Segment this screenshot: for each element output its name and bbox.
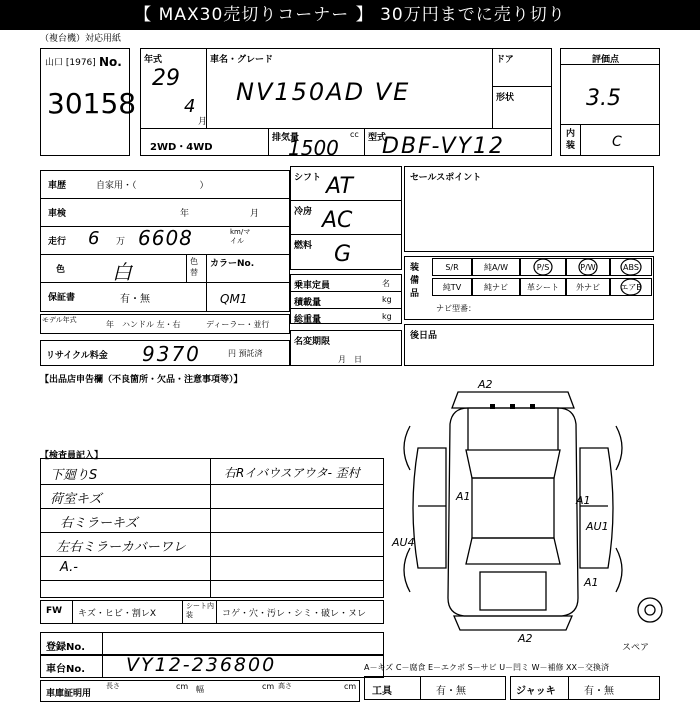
history-value: 自家用・（ ） (96, 181, 209, 191)
codes-fw: FW (46, 606, 63, 616)
inspector-line-2: 荷室キズ (50, 492, 102, 507)
load-label: 積載量 (294, 298, 322, 308)
color-change-label: 色替 (190, 257, 198, 277)
codes-list: キズ・ヒビ・割レX (78, 609, 156, 619)
ac-label: 冷房 (294, 207, 313, 217)
equip-airbag: エアB (610, 278, 652, 296)
diagram-bottom-mark: A2 (518, 632, 533, 645)
form-note: （複台機）対応用紙 (40, 34, 122, 44)
gross-label: 総重量 (294, 315, 322, 325)
car-name: NV150AD VE (236, 78, 411, 106)
sale-banner: 【 MAX30売切りコーナー 】 30万円までに売り切り (0, 0, 700, 30)
capacity-unit: 名 (382, 279, 390, 288)
equip-navi: 純ナビ (472, 278, 520, 296)
drive-label: 2WD・4WD (150, 142, 213, 153)
year-value: 29 (152, 66, 180, 91)
inspector-label: 【検査員記入】 (40, 451, 104, 461)
model-value: DBF-VY12 (382, 134, 506, 159)
diagram-left-mark: AU4 (392, 536, 415, 549)
name-change-label: 名変期限 (294, 337, 331, 347)
warranty-value: 有・無 (120, 294, 150, 305)
jack-label: ジャッキ (516, 686, 556, 697)
cert-cm-2: cm (262, 682, 275, 691)
ac-value: AC (322, 208, 353, 233)
score-value: 3.5 (586, 86, 621, 111)
model-year-dealer: ディーラー・並行 (206, 320, 270, 329)
cert-height: 高さ (278, 682, 292, 690)
capacity-label: 乗車定員 (294, 281, 331, 291)
equipment-label: 装備品 (410, 263, 420, 299)
color-label: 色 (56, 265, 66, 275)
interior-value: C (612, 134, 622, 150)
shift-value: AT (326, 174, 353, 199)
codes-seat-list: コゲ・穴・汚レ・シミ・破レ・ヌレ (222, 609, 367, 619)
inspector-line-1: 下廻りS (50, 468, 98, 483)
diagram-mark-2: A1 (576, 494, 591, 507)
color-no-label: カラーNo. (210, 259, 255, 269)
door-label: ドア (496, 55, 514, 65)
equip-abs: ABS (610, 258, 652, 276)
cert-length: 長さ (106, 682, 120, 690)
equip-leather: 革シート (520, 278, 566, 296)
inspector-line-4: 左右ミラーカバーワレ (56, 540, 186, 555)
score-label: 評価点 (592, 55, 620, 65)
navi-model: ナビ型番： (436, 304, 476, 313)
codes-seat: シート内装 (186, 602, 214, 619)
recycle-label: リサイクル料金 (46, 351, 108, 361)
lot-box: 山口 [1976] No. 30158 (40, 48, 130, 156)
warranty-label: 保証書 (48, 293, 76, 303)
mileage-label: 走行 (48, 237, 67, 247)
displacement-value: 1500 (288, 136, 339, 160)
color-no: QM1 (220, 292, 248, 306)
inspection-year: 年 (180, 209, 190, 219)
mileage-pre: 6 (88, 228, 100, 249)
cert-cm-1: cm (176, 682, 189, 691)
inspection-month: 月 (250, 209, 260, 219)
lot-year-tag: 1976 (69, 58, 93, 68)
inspection-label: 車検 (48, 209, 67, 219)
tools-label: 工具 (372, 686, 392, 697)
diagram-mark-3: AU1 (586, 520, 609, 533)
name-change-unit: 月 日 (338, 355, 362, 364)
car-damage-diagram (388, 378, 688, 648)
registration-row (40, 632, 384, 656)
diagram-mark-4: A1 (584, 576, 599, 589)
model-year-year: 年 (106, 320, 114, 329)
attachment-label: 後日品 (410, 331, 438, 341)
equip-ext-navi: 外ナビ (566, 278, 610, 296)
mileage-man: 万 (116, 237, 126, 247)
tools-value: 有・無 (436, 686, 466, 697)
load-unit: kg (382, 295, 392, 304)
recycle-value: 9370 (142, 342, 201, 366)
equipment-circles (520, 254, 660, 304)
diagram-top-mark: A2 (478, 378, 493, 391)
chassis-label: 車台No. (46, 664, 86, 675)
lot-no-label: No. (99, 55, 122, 69)
damage-legend: A－キズ C－腐食 E－エクボ S－サビ U－凹ミ W－補修 XX－交換済 (364, 663, 610, 672)
model-year-label: モデル年式 (42, 316, 77, 324)
model-label: 型式 (368, 133, 387, 143)
inspector-right-line: 右Rイバウスアウタ- 歪村 (224, 466, 360, 480)
seller-note: 【出品店申告欄（不良箇所・欠品・注意事項等）】 (40, 375, 243, 385)
interior-label: 内装 (566, 129, 576, 151)
year-label: 年式 (144, 55, 163, 65)
equip-ps: P/S (520, 258, 566, 276)
history-label: 車歴 (48, 181, 67, 191)
equip-sr: S/R (432, 258, 472, 276)
inspector-line-5: A.- (60, 560, 78, 575)
displacement-label: 排気量 (272, 133, 300, 143)
sales-point-label: セールスポイント (410, 173, 482, 183)
displacement-unit: cc (350, 130, 359, 139)
mileage-unit: km/マイル (230, 228, 251, 245)
year-month: 4 (184, 96, 196, 117)
recycle-unit: 円 預託済 (228, 349, 263, 358)
car-label: 車名・グレード (210, 55, 274, 65)
equip-aw: 純A/W (472, 258, 520, 276)
spare-label: スペア (622, 643, 650, 653)
inspector-line-3: 右ミラーキズ (60, 516, 138, 531)
lot-number: 30158 (47, 87, 137, 120)
model-year-handle: ハンドル 左・右 (122, 320, 181, 329)
shift-label: シフト (294, 173, 322, 183)
fuel-label: 燃料 (294, 241, 313, 251)
attachment-box (404, 324, 654, 366)
cert-width: 幅 (196, 685, 204, 694)
cert-label: 車庫証明用 (46, 689, 92, 699)
equip-tv: 純TV (432, 278, 472, 296)
mileage-value: 6608 (138, 226, 193, 250)
reg-label: 登録No. (46, 642, 86, 653)
fuel-value: G (334, 242, 352, 267)
chassis-value: VY12-236800 (126, 654, 277, 676)
month-label: 月 (198, 117, 208, 127)
jack-value: 有・無 (584, 686, 614, 697)
shape-label: 形状 (496, 93, 515, 103)
equip-pw: P/W (566, 258, 610, 276)
cert-cm-3: cm (344, 682, 357, 691)
diagram-mark-1: A1 (456, 490, 471, 503)
gross-unit: kg (382, 312, 392, 321)
color-value: 白 (112, 260, 132, 284)
